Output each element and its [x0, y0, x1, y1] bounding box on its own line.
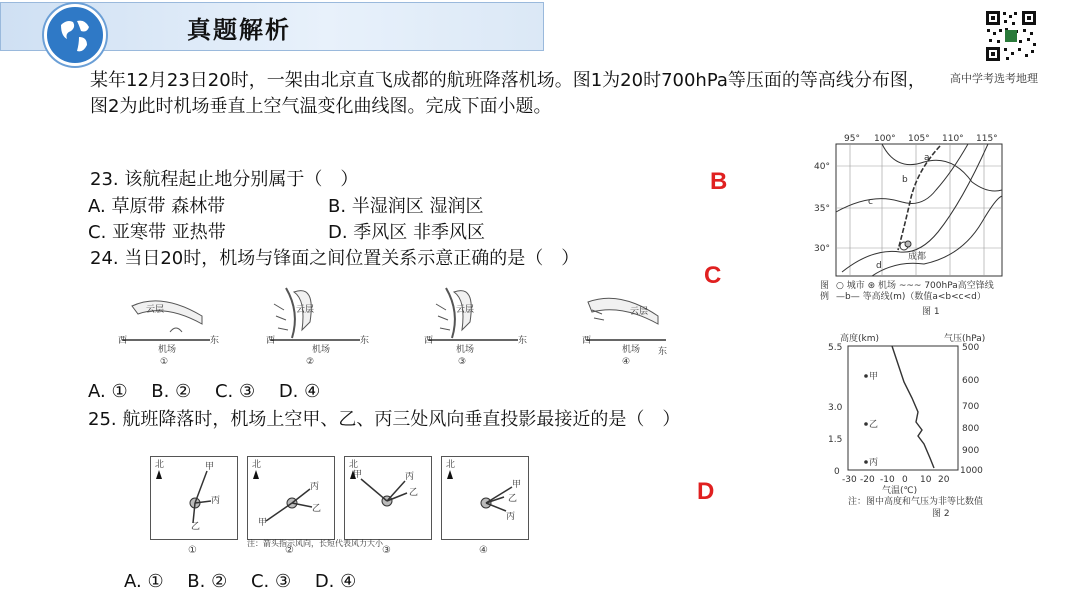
q24-stem: 24. 当日20时，机场与锋面之间位置关系示意正确的是（ ） [90, 248, 580, 269]
t-0: 0 [902, 475, 908, 485]
box4-yi: 乙 [508, 494, 518, 504]
box3-jia: 甲 [353, 470, 363, 480]
q23-stem: 23. 该航程起止地分别属于（ ） [90, 169, 359, 190]
north-label-1: 北 [155, 460, 165, 470]
figure-1-caption: 图 1 [922, 307, 940, 317]
fig2-xlabel: 气温(℃) [882, 486, 918, 496]
t-minus20: -20 [860, 475, 875, 485]
lon-105: 105° [908, 134, 930, 144]
north-arrow-icon [156, 470, 162, 479]
globe-icon [44, 4, 106, 66]
height-0: 0 [834, 467, 840, 477]
lat-30: 30° [814, 244, 830, 254]
d1-west: 西 [118, 336, 128, 346]
wind-box-3 [344, 456, 432, 540]
contour-a: a [924, 153, 930, 163]
d1-num: ① [160, 357, 169, 367]
front-diagram-2 [266, 288, 369, 367]
t-minus30: -30 [842, 475, 857, 485]
d2-cloud: 云层 [296, 305, 315, 315]
q24-options[interactable]: A. ① B. ② C. ③ D. ④ [88, 381, 321, 402]
legend-title-1: 图 [820, 281, 830, 291]
contour-b: b [902, 175, 908, 185]
front-diagram-4 [582, 298, 667, 367]
figure-1-map [812, 132, 1008, 322]
q23-option-c[interactable]: C. 亚寒带 亚热带 [88, 222, 226, 243]
qr-code[interactable] [985, 10, 1037, 62]
lon-100: 100° [874, 134, 896, 144]
legend-row-2: —b— 等高线(m)（数值a<b<c<d） [836, 292, 986, 302]
box3-bing: 丙 [405, 472, 415, 482]
wind-note: 注：箭头指示风向，长短代表风力大小 [247, 539, 383, 548]
height-3.0: 3.0 [828, 403, 843, 413]
t-minus10: -10 [880, 475, 895, 485]
q23-option-d[interactable]: D. 季风区 非季风区 [328, 222, 486, 243]
front-diagram-3 [424, 288, 527, 367]
d2-airport: 机场 [312, 345, 331, 355]
p-500: 500 [962, 343, 980, 353]
d4-cloud: 云层 [630, 307, 649, 317]
city-chengdu: 成都 [908, 252, 927, 262]
wind-num-4: ④ [479, 545, 488, 556]
wind-box-1 [150, 456, 238, 540]
box4-bing: 丙 [506, 512, 516, 522]
d3-cloud: 云层 [456, 305, 475, 315]
front-diagram-1 [118, 301, 219, 367]
d4-airport: 机场 [622, 345, 641, 355]
box3-yi: 乙 [409, 488, 419, 498]
q24-answer: C [704, 262, 722, 289]
d2-num: ② [306, 357, 315, 367]
wind-box-2 [247, 456, 335, 540]
box1-jia: 甲 [205, 462, 215, 472]
contour-d: d [876, 261, 882, 271]
fig2-right-axis: 气压(hPa) [944, 334, 986, 344]
contour-c: c [868, 197, 873, 207]
p-1000: 1000 [960, 466, 983, 476]
box2-jia: 甲 [258, 518, 268, 528]
d3-num: ③ [458, 357, 467, 367]
d2-east: 东 [360, 336, 370, 346]
intro-text: 某年12月23日20时，一架由北京直飞成都的航班降落机场。图1为20时700hPa等压面的等高线分布图，图2为此时机场垂直上空气温变化曲线图。完成下面小题。 [90, 70, 926, 117]
d1-east: 东 [210, 336, 220, 346]
d1-cloud: 云层 [146, 305, 165, 315]
t-10: 10 [920, 475, 932, 485]
wind-num-3: ③ [382, 545, 391, 556]
box1-bing: 丙 [211, 496, 221, 506]
d3-west: 西 [424, 336, 434, 346]
fig2-jia: 甲 [869, 372, 879, 382]
q25-answer: D [697, 478, 715, 505]
page-title: 真题解析 [187, 15, 291, 44]
lon-110: 110° [942, 134, 964, 144]
north-label-4: 北 [446, 460, 456, 470]
d3-east: 东 [518, 336, 528, 346]
fig2-note: 注：图中高度和气压为非等比数值 [848, 497, 984, 507]
legend-row-1: ○ 城市 ⊛ 机场 ~~~ 700hPa高空锋线 [836, 281, 994, 291]
height-5.5: 5.5 [828, 343, 843, 353]
d4-num: ④ [622, 357, 631, 367]
q23-answer: B [710, 168, 728, 195]
wind-num-1: ① [188, 545, 197, 556]
figure-2-chart [826, 332, 1022, 520]
north-label-2: 北 [252, 460, 262, 470]
d4-west: 西 [582, 336, 592, 346]
q25-options[interactable]: A. ① B. ② C. ③ D. ④ [124, 571, 357, 592]
box4-jia: 甲 [512, 480, 522, 490]
p-700: 700 [962, 402, 980, 412]
qr-caption: 高中学考选考地理 [950, 72, 1038, 85]
box2-yi: 乙 [312, 504, 322, 514]
q23-option-b[interactable]: B. 半湿润区 湿润区 [328, 196, 484, 217]
lat-40: 40° [814, 162, 830, 172]
north-label-3: 北 [349, 460, 359, 470]
lon-115: 115° [976, 134, 998, 144]
box1-yi: 乙 [191, 522, 201, 532]
legend-title-2: 例 [820, 292, 830, 302]
height-1.5: 1.5 [828, 435, 843, 445]
t-20: 20 [938, 475, 950, 485]
figure-2-caption: 图 2 [932, 509, 950, 519]
wind-num-2: ② [285, 545, 294, 556]
wind-box-4 [441, 456, 529, 540]
p-600: 600 [962, 376, 980, 386]
d3-airport: 机场 [456, 345, 475, 355]
fig2-yi: 乙 [869, 420, 879, 430]
p-900: 900 [962, 446, 980, 456]
box2-bing: 丙 [310, 482, 320, 492]
fig2-bing: 丙 [869, 458, 879, 468]
d4-east: 东 [658, 347, 668, 357]
q23-option-a[interactable]: A. 草原带 森林带 [88, 196, 226, 217]
q25-stem: 25. 航班降落时，机场上空甲、乙、丙三处风向垂直投影最接近的是（ ） [88, 409, 681, 430]
lon-95: 95° [844, 134, 860, 144]
q24-front-diagrams [110, 282, 670, 368]
lat-35: 35° [814, 204, 830, 214]
d1-airport: 机场 [158, 345, 177, 355]
d2-west: 西 [266, 336, 276, 346]
p-800: 800 [962, 424, 980, 434]
fig2-left-axis: 高度(km) [840, 334, 880, 344]
